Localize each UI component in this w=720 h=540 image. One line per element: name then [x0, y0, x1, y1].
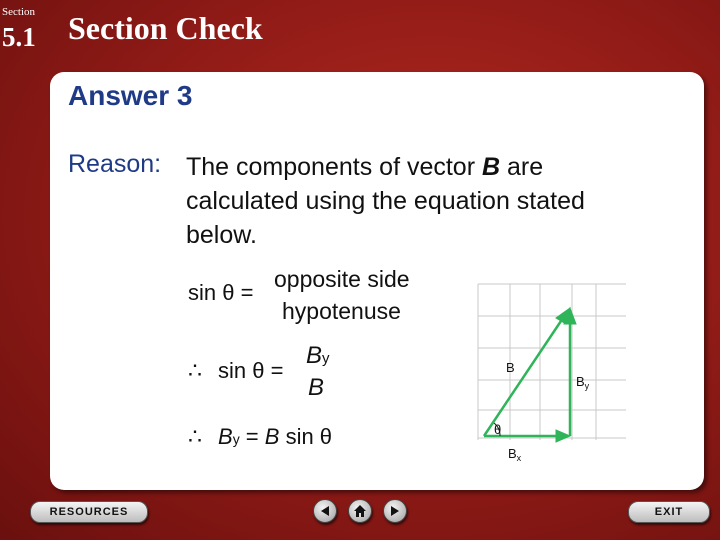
eq3-therefore: ∴ [188, 424, 202, 449]
home-icon [353, 504, 367, 518]
section-number: 5.1 [2, 22, 36, 52]
exit-button[interactable]: EXIT [628, 501, 710, 523]
next-button[interactable] [383, 499, 407, 523]
equation-by-result [188, 424, 388, 454]
page-title: Section Check [68, 10, 263, 46]
section-label: Section [2, 6, 35, 18]
previous-button[interactable] [313, 499, 337, 523]
eq1-denominator: hypotenuse [282, 298, 401, 324]
vertical-label: $B_y$ [576, 374, 590, 391]
reason-bold-vector: B [481, 153, 501, 181]
hypotenuse-label: B [506, 360, 515, 375]
answer-title: Answer 3 [68, 80, 193, 111]
eq2-lhs: sin θ = [218, 358, 284, 383]
equation-sine-definition [188, 266, 458, 326]
eq3-text: By = B sin θ [218, 424, 333, 449]
next-icon [389, 505, 401, 517]
reason-text-part1: The components of vector [186, 153, 482, 181]
eq1-lhs: sin θ = [188, 280, 254, 305]
eq2-therefore: ∴ [188, 358, 202, 383]
resources-button[interactable]: RESOURCES [30, 501, 148, 523]
home-button[interactable] [348, 499, 372, 523]
equation-sine-by [188, 342, 388, 404]
hypotenuse-arrow [484, 318, 563, 436]
previous-icon [319, 505, 331, 517]
angle-label: θ [494, 422, 502, 437]
reason-label: Reason: [68, 150, 162, 178]
vector-diagram [470, 270, 630, 470]
eq2-denominator: B [308, 374, 325, 401]
horizontal-label: $B_x$ [508, 446, 522, 463]
footer-bar [0, 492, 720, 540]
grid [478, 284, 626, 440]
eq2-numerator: By [306, 342, 330, 369]
eq1-numerator: opposite side [274, 266, 410, 292]
reason-text-part2: are calculated using the equation stated below. [186, 153, 585, 249]
horizontal-arrowhead [556, 430, 570, 442]
eq1-fraction-bar [278, 296, 428, 297]
reason-text [186, 150, 656, 252]
